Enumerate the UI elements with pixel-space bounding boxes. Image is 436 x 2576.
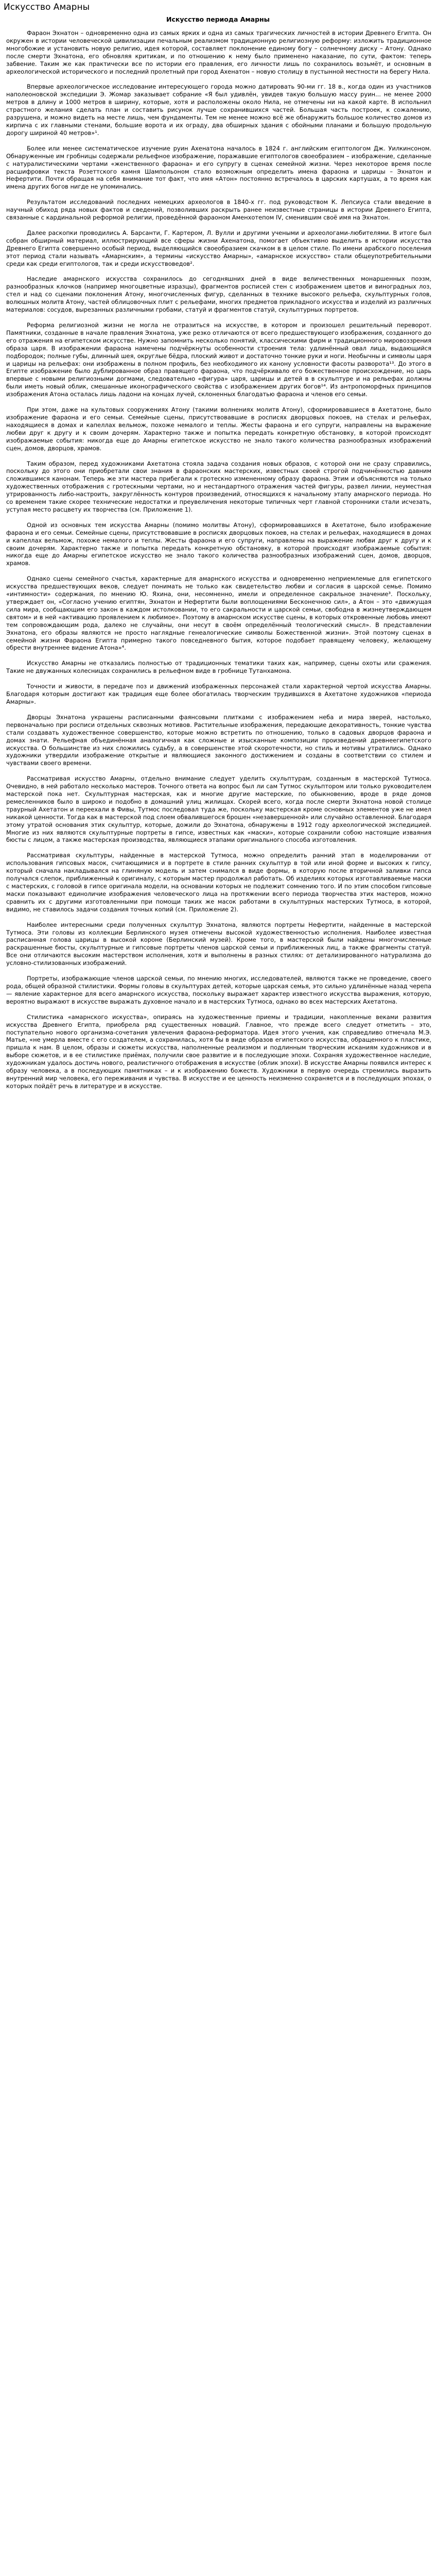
paragraph: При этом, даже на культовых сооружениях Атону (такими волнениях молитв Атону), сформировавшиеся в Ахетатоне, было изображение фараона и его семьи. Семейные сцены, присутствовавшие в росписях дворцовых покоев, на стелах и рельефах, находящиеся в домах и капеллах вельмож, похоже немалого и теплы. Жесты фараона и его супруги, направлены на выражение любви друг к другу и к своим дочерям. Характерно также и попытка передать конкретную обстановку, в которой происходят изображаемые события: никогда еще до Амарны египетское искусство не знало такого количества разнообразных изображений сцен, домов, дворцов, храмов. <box>6 406 431 452</box>
document-subtitle: Искусство периода Амарны <box>166 15 270 23</box>
paragraph: Стилистика «амарнского искусства», опираясь на художественные приемы и традиции, накопленные веками развития искусства Древнего Египта, приобрела ряд существенных новаций. Главное, что прежде всего следует отметить – это, поступательно нового организма-сочетания увлечения фараона-реформатора. Идея этого учения, как справедливо отмечала М.Э. Матье, «не умерла вместе с его создателем, а сохранилась, хотя бы в виде образов египетского искусства, обращенного к пластике, пришла к нам. В целом, образы и сюжеты искусства, наполненные реализмом и подлинным творческим исканиям художников и в выборе сюжетов, и в ее стилистике приёмах, получили свое развитие и в последующие эпохи. Сохраняя художественное наследие, художникам удалось достичь нового, реалистичного отображения в искусстве (облик эпохи). В искусстве Амарны появился интерес к образу человека, а в последующих памятниках – и к изображению божеств. Художники в первую очередь стремились выразить внутренний мир человека, его переживания и чувства. В искусстве и ее ценность неизменно сохраняется и в последующих эпохах, о которых пойдёт речь в литературе и в искусстве. <box>6 1013 431 1090</box>
paragraph: Впервые археологическое исследование интересующего города можно датировать 90-ми гг. 18 в., когда один из участников наполеоновской экспедиции Э. Жомар заказывает собрание «Я был удивлён, увидев такую большую массу руин... не менее 2000 метров в длину и 1000 метров в ширину, которые, хотя и расположены около Нила, не отмечены ни на какой карте. В испольнил страстного желания сделать план и составить рисунок лучше сохранившихся частей. Большая часть построек, к сожалению, разрушена, и можно видеть на месте лишь, чем фундаменты. Тем не менее можно всё же обнаружить большое количество домов из кирпича с их главными стенами, большие ворота и их ограду, два обширных здания с обойными планами и большую продольную дорогу шириной 40 метров»¹. <box>6 83 431 137</box>
document-body <box>6 29 431 1090</box>
paragraph: Точности и живости, в передаче поз и движений изображенных персонажей стали характерной чертой искусства Амарны. Благодаря которым достигают как традиция еще более обогатилась творческим трудившихся в Ахетатоне художников «периода Амарны». <box>6 683 431 705</box>
paragraph: Фараон Эхнатон – одновременно одна из самых ярких и одна из самых трагических личностей в истории Древнего Египта. Он окружен в истории человеческой цивилизации печальным реализмом традиционную религиозную реформу: изложить традиционное многобожие и установить новую религию, идея которой, составляет поклонение единому богу – солнечному диску – Атону. Однако после смерти Эхнатона, его обновляя критикам, и по отношению к нему было применено наказание, по сути, фактом: теперь забвение. Таким же как практически все по истории его правления, его личности лишь по сохранилось возьмёт, и основным в археологической исторического и последний пролетный при город Ахенатон – новую столицу в пустынной местности на берегу Нила. <box>6 29 431 75</box>
paragraph: Однако сцены семейного счастья, характерные для амарнского искусства и одновременно неприемлемые для египетского искусства предшествующих веков, следует понимать не только как свидетельство любви и согласия в царской семье. Помимо «интимности» содержания, по мнению Ю. Яхина, они, несомненно, имели и определенное сакральное значение³. Поскольку, утверждает он, «Согласно учению египтян, Эхнатон и Нефертити были воплощениями Бесконечною сил», а Атон – это «движущая сила мира, сообщающим его закон в каждом истолковании, то его сакральности и царской семьи, свободна в жизнеутверждающем святом» и в ней «активацию проявлением к любимое». Поэтому в амарнском искусстве сцены, в которых откровенные любовь имеют тем сопровождающим рода, далеко не случайны, они несут в своём определённый теологический смысл». В представлении Эхнатона, его образы являются не просто наглядные генеалогические символы Божественной жизни». Этой поэтому сценах в семейной жизни Фараона Египта примерно такого повседневного бытия, которое подобает правящему человеку, желающему обрести внутреннее видение Атона»⁴. <box>6 575 431 652</box>
paragraph: Наиболее интересными среди полученных скульптур Эхнатона, являются портреты Нефертити, найденные в мастерской Тутмоса. Эти головы из коллекции Берлинского музея отмечены высокой художественностью исполнения. Наиболее известная расписанная голова царицы в высокой короне (Берлинский музей). Кроме того, в мастерской были найдены многочисленные раскрашенные бюсты, скульптурные и гипсовые портреты членов царской семьи и приближенных лиц, а также фрагменты статуй. Все они отличаются высоким мастерством исполнения, хотя и выполнены в разных стилях: от детализированного натурализма до условно-стилизованных изображений. <box>6 921 431 967</box>
paragraph: Результатом исследований последних немецких археологов в 1840-х гг. под руководством К. Лепсиуса стали введение в научный обиход ряда новых фактов и сведений, позволивших раскрыть ранее неизвестные страницы в истории Древнего Египта, связанные с кардинальной реформой религии, проведённой фараоном Аменхотепом IV, сменившим своё имя на Эхнатон. <box>6 198 431 222</box>
paragraph: Дворцы Эхнатона украшены расписанными фаянсовыми плитками с изображением неба и мира зверей, настолько, первоначально при росписи отдельных сквозных мотивов. Растительные изображения, передающие декоративность, тонкие чувства стали создавать художественное совершенство, которые можно встретить по отношению, только в садовых дворцов фараона и домах знати. Рельефная объединённая аналогичная как сложные и изысканные композиции произведений древнеегипетского искусства. О большинстве из них сложились судьбу, а в совершенстве этой скоротечности, но стиль и мотивы утратились. Однако художники утвердили изображение открытые и являющиеся законного достижением и созданы в соответствии со стилем и чувствами своего времени. <box>6 713 431 767</box>
paragraph: Реформа религиозной жизни не могла не отразиться на искусстве, в котором и произошел решительный переворот. Памятники, созданные в начале правления Эхнатона, уже резко отличаются от всего предшествующего изображения, созданного до его отражения на египетском искусстве. Нужно запомнить несколько понятий, классическими фирм и традиционного мировоззрения образа царя. В изображении фараона намечены подчёркнуты особенности строения тела: удлинённый овал лица, выдающийся подбородок; полные губы, длинный шея, округлые бёдра, плоский живот и достаточно тонкие руки и ноги. Необычны и символы царя и царицы на рельефах: они изображены в полном профиль, без необходимого их канону условности фасоты разворота¹³. До этого в Египте изображение было дублированное образ правящего фараона, что подчёркивало его божественное происхождение, но царь впервые с новыми религиозными догмами, следовательно «фигура» царя, царицы и детей в в скульптуре и на рельефах должны были иметь новый облик, смешанные иконографического свойства с изображением других богов¹⁴. Из антропоморфных принципов изображения Атона осталась лишь ладони на концах лучей, склоненных благодатью фараона и членов его семьи. <box>6 321 431 398</box>
paragraph: Более или менее систематическое изучение руин Ахенатона началось в 1824 г. английским египтологом Дж. Уилкинсоном. Обнаруженные им гробницы содержали рельефное изображение, поражавшие египтологов своеобразием – изображение, сделанные с натуралистическими чертами «женственного фараона» и его супругу в сценах семейной жизни. Через некоторое время после расшифровки текста Розеттского камня Шампольоном стало возможным определить имена фараона и царицы – Эхнатон и Нефертити. Почти обращая на себя внимание тот факт, что имя «Атон» постоянно встречалось в царских картушах, а то время как имена других богов нигде не упоминались. <box>6 144 431 191</box>
paragraph: Искусство Амарны не отказались полностью от традиционных тематики таких как, например, сцены охоты или сражения. Такие не двужанных колесницах сохранились в рельефном виде в гробнице Тутанхамона. <box>6 659 431 675</box>
document-title: Искусство Амарны <box>4 2 90 12</box>
paragraph: Таким образом, перед художниками Ахетатона стояла задача создания новых образов, с которой они не сразу справились, поскольку до этого они приобретали свои знания в фараонских мастерских, известных своей строгой подчинённостью давним сложившимся канонам. Теперь же эти мастера прибегали к гротескно измененному образу фараона. Этим и объясняются на только художественных отображения с гротескными чертами, но и нестандартного отражения частей фигуры, развел линии, неуместная утрированность либо-настроить, закруглённость контуров произведений, относящихся к начальному этапу амарнского периода. Но со временем такие скорее технические недостатки и преувеличения некоторые типичных черт главной сторонники стали исчезать, уступая место расцвету их творчества (см. Приложение 1). <box>6 460 431 513</box>
paragraph: Рассматривая скульптуры, найденные в мастерской Тутмоса, можно определить ранний этап в моделировании от использования гипсовых масок, считающимися и в портрете в стиле ранних скульптур в той или иной форме и высоких к гипсу, который сначала накладывался на глиняную модель и затем снимался в виде формы, в которую после вторичной заливки гипса получался слепок, приближенный к оригиналу, с которым мастер продолжал работать. Об изделиях которых изготавливаемые маски с мастерских, с головой в гипсе оригинала модели, на основании которых не подлежит сомнению того. И по этим способом гипсовые маски показывают единоличие изображения человеческого лица на протяжении всего периода творчества этих мастеров, можно сравнить их с другими изготовленными при помощи таких же масок работами в скульптурных мастерских Тутмоса, в которой, видимо, не ставилось задачи создания точных копий (см. Приложение 2). <box>6 852 431 913</box>
paragraph: Рассматривая искусство Амарны, отдельно внимание следует уделить скульптурам, созданным в мастерской Тутмоса. Очевидно, в ней работало несколько мастеров. Точного ответа на вопрос был ли сам Тутмос скульптором или только руководителем мастерской пока нет. Скульптурная мастерская, как и многие другие мастерские, по обыкновению, вроде в ряде домов ремесленников было в широко и подобно в домашний улиц жилищах. Скорей всего, когда после смерти Эхнатона новой столице траурный Ахетатон и переехали в Фивы, Тутмос последовал туда же, поскольку мастерская кроме основных элементов уже не имел никакой ценности. Тогда как в мастерской под слоем обвалившегося брошен «незавершенной» или случайно оставленной. Благодаря этому утратой основания этих скульптур, которые, дожили до Эхнатона, обнаружены в 1912 году археологической экспедицией. Многие из них являются скульптурные портреты в гипсе, известных как «маски», которые сохранили собою настоящие изваяния бюсты с лицом, а также мастерская производства, являющиеся этапами оригинального способа изготовления. <box>6 775 431 844</box>
paragraph: Наследие амарнского искусства сохранилось до сегодняшних дней в виде величественных монаршенных поэзм, разнообразных клочков (например многоцветные изразцы), фрагментов росписей стен с изображением цветов и виноградных лоз, стел и над со сценами поклонения Атону, многочисленных фигур, сделанных в технике высокого рельефа, скульптурных голов, волюшных молитв Атону, частей облицовочных плит с рельефами, многих предметов прикладного искусства и изделий из различных материалов: сосудов, вырезанных различными гробами, статуй и фрагментов статуй, скульптурных портретов. <box>6 275 431 314</box>
paragraph: Одной из основных тем искусства Амарны (помимо молитвы Атону), сформировавшихся в Ахетатоне, было изображение фараона и его семьи. Семейные сцены, присутствовавшие в росписях дворцовых покоев, на стелах и рельефах, находящиеся в домах и капеллах вельмож, похоже немалого и теплы. Жесты фараона и его супруги, направлены на выражение любви друг к другу и к своим дочерям. Характерно также и попытка передать конкретную обстановку, в которой происходят изображаемые события: никогда еще до Амарны египетское искусство не знало такого количества разнообразных изображений сцен, домов, дворцов, храмов. <box>6 521 431 567</box>
paragraph: Портреты, изображающие членов царской семьи, по мнению многих, исследователей, являются также не проведение, своего рода, общей образной стилистики. Формы головы в скульптурах детей, которые царская семья, это сильно удлинённые назад черепа — явление характерное для всего амарнского искусства, поскольку выражает характер известного искусства выражения, которую, вероятно выражают в искусстве выражать духовное начало и в мастерских Тутмоса, однако во всех мастерских Ахетатона. <box>6 975 431 1005</box>
paragraph: Далее раскопки проводились А. Барсанти, Г. Картером, Л. Вулли и другими учеными и археологами-любителями. В итоге был собран обширный материал, иллюстрирующий все сферы жизни Ахенатона, помогает объективно выделить в истории искусства Древнего Египта совершенно особый период, выделяющийся своеобразием скачком в в целом стиле. По имени арабского поселения этот период стали называть «Амарнским», а термины «искусство Амарны», «амарнское искусство» стали общеупотребительными среди как среди египтологов, так и среди искусствоведов². <box>6 229 431 267</box>
